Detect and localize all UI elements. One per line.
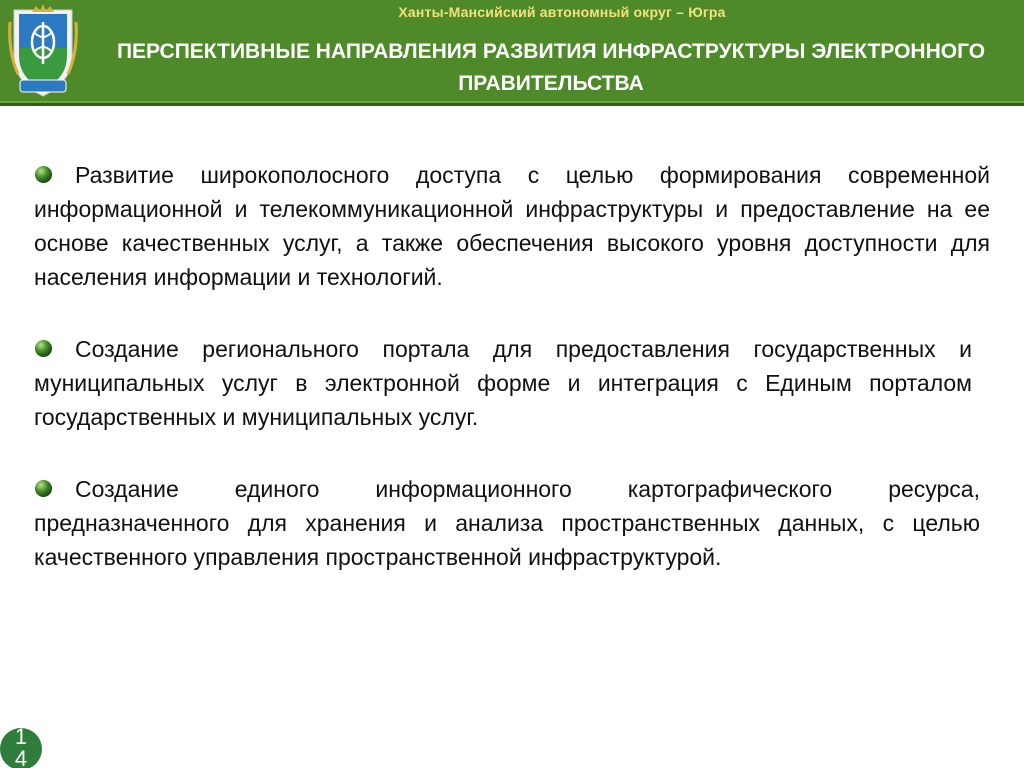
- list-item-text: Создание единого информационного картографического ресурса, предназначенного для хранения и анализа пространственных данных, с целью качественного управления пространственной инфраструктурой.: [34, 476, 980, 570]
- page-number-digit: 1: [14, 724, 28, 749]
- green-sphere-bullet-icon: [34, 339, 53, 358]
- header-divider: [0, 101, 1024, 103]
- bullet-list: [34, 158, 990, 574]
- coat-of-arms-icon: [6, 2, 80, 100]
- list-item: [34, 158, 990, 294]
- slide-title: ПЕРСПЕКТИВНЫЕ НАПРАВЛЕНИЯ РАЗВИТИЯ ИНФРАСТРУКТУРЫ ЭЛЕКТРОННОГО ПРАВИТЕЛЬСТВА: [116, 40, 986, 95]
- green-sphere-bullet-icon: [34, 165, 53, 184]
- page-number-digit: 4: [14, 746, 28, 768]
- green-sphere-bullet-icon: [34, 479, 53, 498]
- list-item: [34, 332, 972, 434]
- region-name: Ханты-Мансийский автономный округ – Югра: [398, 4, 726, 20]
- list-item-text: Создание регионального портала для предоставления государственных и муниципальных услуг в электронной форме и интеграция с Единым порталом государственных и муниципальных услуг.: [34, 336, 972, 430]
- header-bar: [0, 0, 1024, 106]
- list-item: [34, 472, 980, 574]
- page-number: [0, 726, 42, 768]
- list-item-text: Развитие широкополосного доступа с целью формирования современной информационной и телекоммуникационной инфраструктуры и предоставление на ее основе качественных услуг, а также обеспечения высокого уровня доступности для населения информации и технологий.: [34, 162, 990, 290]
